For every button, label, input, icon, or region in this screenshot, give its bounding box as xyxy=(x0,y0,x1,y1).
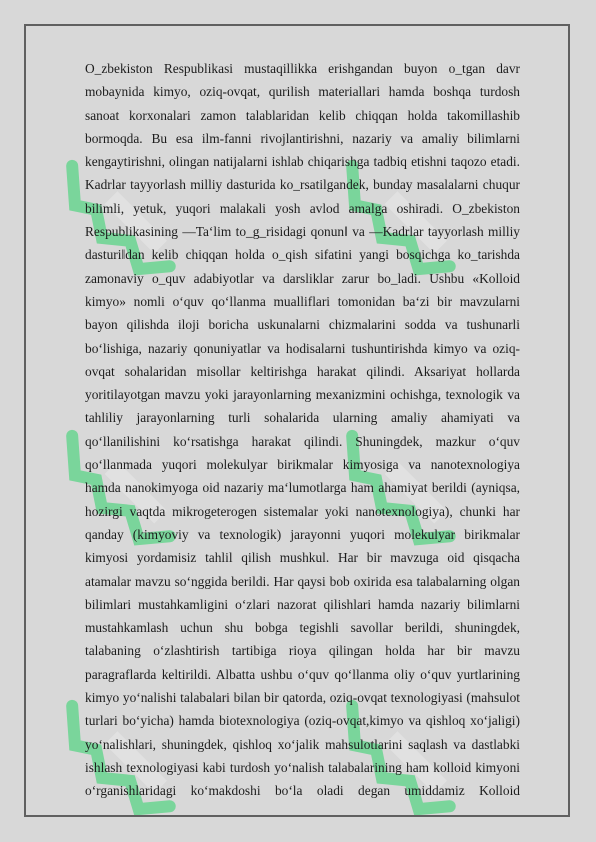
document-page xyxy=(24,24,570,817)
body-paragraph: O_zbekiston Respublikasi mustaqillikka erishgandan buyon o_tgan davr mobaynida kimyo, oziq-ovqat, qurilish materiallari hamda boshqa turdosh sanoat korxonalari zamon talablaridan kelib chiqqan holda takomillashib bormoqda. Bu esa ilm-fanni rivojlantirishni, nazariy va amaliy bilimlarni kengaytirishni, olingan natijalarni ishlab chiqarishga tadbiq etishni taqozo etadi. Kadrlar tayyorlash milliy dasturida ko_rsatilgandek, bunday masalalarni chuqur bilimli, yetuk, yuqori malakali yosh avlod amalga oshiradi. O_zbekiston Respublikasining ―Ta‘lim to_g_risidagi qonun‖ va ―Kadrlar tayyorlash milliy dasturi‖dan kelib chiqqan holda o_qish sifatini yangi bosqichga ko_tarishda zamonaviy o_quv adabiyotlar va darsliklar zarur bo_ladi. Ushbu «Kolloid kimyo» nomli o‘quv qo‘llanma mualliflari tomonidan ba‘zi bir mavzularni bayon qilishda iloji boricha uskunalarni chizmalarini sodda va tushunarli bo‘lishiga, nazariy qonuniyatlar va hodisalarni tushuntirishda kimyo va oziq-ovqat sohalaridan misollar keltirishga harakat qilindi. Aksariyat hollarda yoritilayotgan mavzu yoki jarayonlarning mexanizmini ochishga, texnologik va tahliliy jarayonlarning turli sohalarida ularning amaliy ahamiyati va qo‘llanilishini ko‘rsatishga harakat qilindi. Shuningdek, mazkur o‘quv qo‘llanmada yuqori molekulyar birikmalar kimyosiga va nanotexnologiya hamda nanokimyoga oid nazariy ma‘lumotlarga ham ahamiyat berildi (ayniqsa, hozirgi vaqtda mikrogeterogen sistemalar yoki nanotexnologiya), chunki har qanday (kimyoviy va texnologik) jarayonni yuqori molekulyar birikmalar kimyosi yordamisiz tahlil qilish mushkul. Har bir mavzuga oid qisqacha atamalar mavzu so‘nggida berildi. Har qaysi bob oxirida esa talabalarning olgan bilimlari mustahkamligini o‘zlari nazorat qilishlari hamda nazariy bilimlarni mustahkamlash uchun shu bobga tegishli savollar berildi, shuningdek, talabaning o‘zlashtirish tartibiga rioya qilingan holda har bir mavzu paragraflarda keltirildi. Albatta ushbu o‘quv qo‘llanma oliy o‘quv yurtlarining kimyo yo‘nalishi talabalari bilan bir qatorda, oziq-ovqat texnologiyasi (mahsulot turlari bo‘yicha) hamda biotexnologiya (oziq-ovqat,kimyo va qishloq xo‘jaligi) yo‘nalishlari, shuningdek, qishloq xo‘jalik mahsulotlarini saqlash va dastlabki ishlash texnologiyasi kabi turdosh yo‘nalish talabalarining ham kolloid kimyoni o‘rganishlaridagi ko‘makdoshi bo‘la oladi degan umiddamiz Kolloid xyxy=(85,61,520,799)
